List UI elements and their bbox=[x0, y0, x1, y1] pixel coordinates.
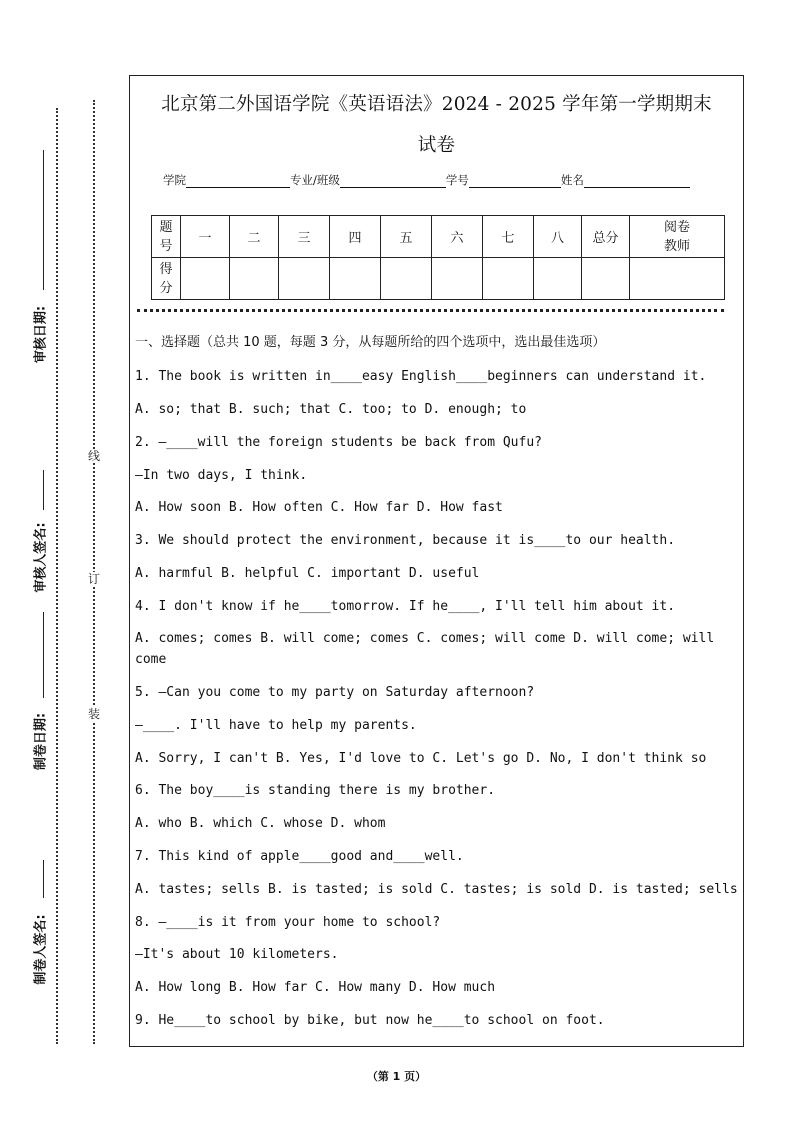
question-line: 6. The boy____is standing there is my brother. bbox=[135, 783, 496, 798]
reviewer-sign-line bbox=[43, 470, 44, 510]
row-label-score: 得分 bbox=[152, 258, 181, 300]
review-date-line bbox=[43, 150, 44, 290]
score-cell-total[interactable] bbox=[582, 258, 630, 300]
col-header: 八 bbox=[534, 216, 582, 258]
question-line: 5. —Can you come to my party on Saturday afternoon? bbox=[135, 685, 535, 700]
page-number: （第 1 页） bbox=[366, 1070, 427, 1083]
score-cell[interactable] bbox=[534, 258, 582, 300]
binding-xian-char: 线 bbox=[88, 449, 101, 463]
col-header-grader: 阅卷教师 bbox=[630, 216, 725, 258]
major-field[interactable] bbox=[340, 175, 446, 188]
name-field[interactable] bbox=[584, 175, 690, 188]
question-options: A. tastes; sells B. is tasted; is sold C. tastes; is sold D. is tasted; sells bbox=[135, 882, 738, 897]
question-line: —In two days, I think. bbox=[135, 468, 308, 483]
reviewer-sign-label: 审核人签名: bbox=[33, 522, 49, 593]
col-header: 七 bbox=[483, 216, 534, 258]
binding-ding-char: 订 bbox=[88, 572, 101, 586]
binding-zhuang-char: 装 bbox=[88, 707, 101, 721]
col-header: 一 bbox=[181, 216, 230, 258]
question-line: 4. I don't know if he____tomorrow. If he____, I'll tell him about it. bbox=[135, 599, 676, 614]
question-options: A. harmful B. helpful C. important D. useful bbox=[135, 566, 480, 581]
question-options: A. Sorry, I can't B. Yes, I'd love to C. Let's go D. No, I don't think so bbox=[135, 751, 707, 766]
section1-heading: 一、选择题（总共 10 题，每题 3 分，从每题所给的四个选项中，选出最佳选项） bbox=[135, 335, 606, 350]
college-label: 学院 bbox=[163, 173, 186, 187]
question-line: 3. We should protect the environment, because it is____to our health. bbox=[135, 533, 676, 548]
maker-sign-label: 制卷人签名: bbox=[33, 914, 49, 985]
college-field[interactable] bbox=[186, 175, 290, 188]
row-label-question-no: 题号 bbox=[152, 216, 181, 258]
question-line: —____. I'll have to help my parents. bbox=[135, 718, 417, 733]
score-cell[interactable] bbox=[381, 258, 432, 300]
name-label: 姓名 bbox=[560, 173, 584, 187]
question-line: 1. The book is written in____easy English____beginners can understand it. bbox=[135, 369, 707, 384]
score-table bbox=[151, 215, 725, 300]
student-info-row bbox=[163, 172, 690, 188]
col-header: 三 bbox=[279, 216, 330, 258]
col-header-total: 总分 bbox=[582, 216, 630, 258]
score-cell[interactable] bbox=[181, 258, 230, 300]
question-line: 2. —____will the foreign students be back from Qufu? bbox=[135, 435, 542, 450]
make-date-label: 制卷日期: bbox=[33, 712, 49, 771]
score-cell-grader[interactable] bbox=[630, 258, 725, 300]
make-date-line bbox=[43, 612, 44, 698]
col-header: 四 bbox=[330, 216, 381, 258]
score-cell[interactable] bbox=[230, 258, 279, 300]
section-divider bbox=[137, 309, 724, 312]
exam-title-cont: 试卷 bbox=[417, 135, 456, 156]
question-options: A. comes; comes B. will come; comes C. comes; will come D. will come; will come bbox=[135, 631, 715, 667]
question-line: 8. —____is it from your home to school? bbox=[135, 915, 441, 930]
question-options: A. How long B. How far C. How many D. How much bbox=[135, 980, 496, 995]
score-cell[interactable] bbox=[330, 258, 381, 300]
question-line: —It's about 10 kilometers. bbox=[135, 947, 339, 962]
col-header: 二 bbox=[230, 216, 279, 258]
major-label: 专业/班级 bbox=[290, 173, 340, 187]
col-header: 六 bbox=[432, 216, 483, 258]
question-options: A. How soon B. How often C. How far D. How fast bbox=[135, 500, 503, 515]
question-options: A. so; that B. such; that C. too; to D. enough; to bbox=[135, 402, 527, 417]
exam-title: 北京第二外国语学院《英语语法》2024 - 2025 学年第一学期期末 bbox=[161, 94, 712, 115]
student-id-label: 学号 bbox=[445, 173, 469, 187]
student-id-field[interactable] bbox=[469, 175, 561, 188]
question-line: 9. He____to school by bike, but now he____to school on foot. bbox=[135, 1013, 605, 1028]
score-cell[interactable] bbox=[279, 258, 330, 300]
score-cell[interactable] bbox=[432, 258, 483, 300]
score-cell[interactable] bbox=[483, 258, 534, 300]
col-header: 五 bbox=[381, 216, 432, 258]
left-dotted-line bbox=[56, 108, 58, 1044]
question-line: 7. This kind of apple____good and____well. bbox=[135, 849, 464, 864]
review-date-label: 审核日期: bbox=[33, 305, 49, 364]
maker-sign-line bbox=[43, 860, 44, 898]
question-options: A. who B. which C. whose D. whom bbox=[135, 816, 386, 831]
